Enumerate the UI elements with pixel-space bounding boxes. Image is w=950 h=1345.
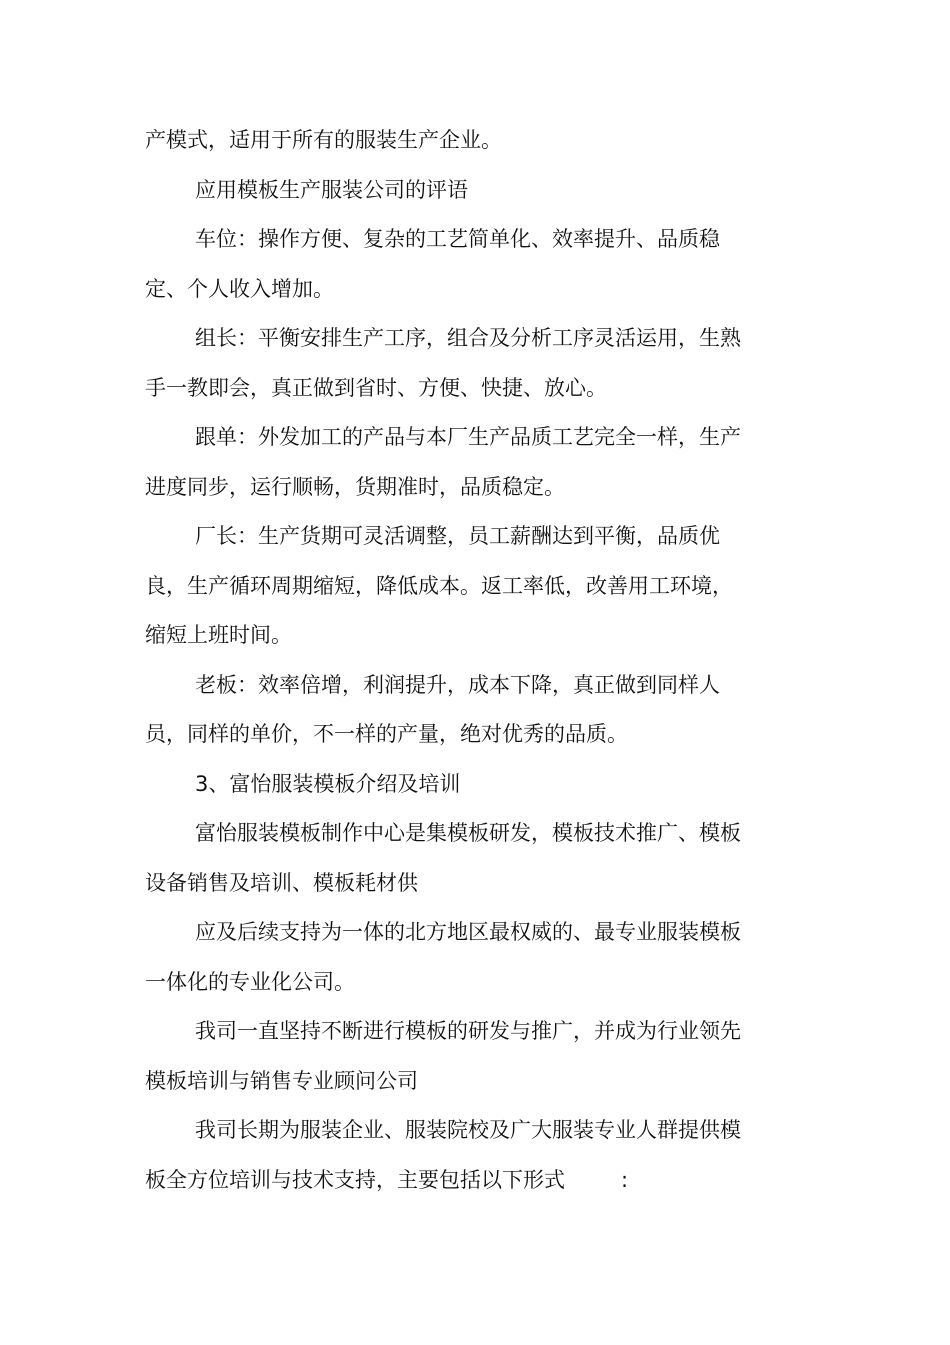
- training-forms-text: 我司长期为服装企业、服装院校及广大服装专业人群提供模板全方位培训与技术支持，主要包括以下形式: [145, 1118, 741, 1192]
- paragraph-continuation: 产模式，适用于所有的服装生产企业。: [145, 128, 502, 152]
- paragraph-team-leader-review: 组长：平衡安排生产工序，组合及分析工序灵活运用，生熟手一教即会，真正做到省时、方便、快捷、放心。: [145, 326, 741, 400]
- paragraph-heading-reviews: 应用模板生产服装公司的评语: [195, 177, 468, 202]
- paragraph-training-forms: [145, 1106, 745, 1205]
- paragraph-owner-review: 老板：效率倍增，利润提升，成本下降，真正做到同样人员，同样的单价，不一样的产量，绝对优秀的品质。: [145, 672, 720, 746]
- section-heading-intro-training: 3、富怡服装模板介绍及培训: [195, 771, 461, 796]
- paragraph-company-intro: 富怡服装模板制作中心是集模板研发，模板技术推广、模板设备销售及培训、模板耗材供: [145, 821, 741, 895]
- paragraph-factory-manager-review: 厂长：生产货期可灵活调整，员工薪酬达到平衡，品质优良，生产循环周期缩短，降低成本。返工率低，改善用工环境，缩短上班时间。: [145, 524, 733, 647]
- paragraph-operator-review: 车位：操作方便、复杂的工艺简单化、效率提升、品质稳定、个人收入增加。: [145, 227, 720, 301]
- paragraph-company-support: 应及后续支持为一体的北方地区最权威的、最专业服装模板一体化的专业化公司。: [145, 920, 741, 994]
- paragraph-company-commitment: 我司一直坚持不断进行模板的研发与推广，并成为行业领先模板培训与销售专业顾问公司: [145, 1019, 741, 1093]
- document-body: [145, 116, 745, 1205]
- paragraph-merchandiser-review: 跟单：外发加工的产品与本厂生产品质工艺完全一样，生产进度同步，运行顺畅，货期准时，品质稳定。: [145, 425, 741, 499]
- trailing-colon: :: [621, 1167, 629, 1192]
